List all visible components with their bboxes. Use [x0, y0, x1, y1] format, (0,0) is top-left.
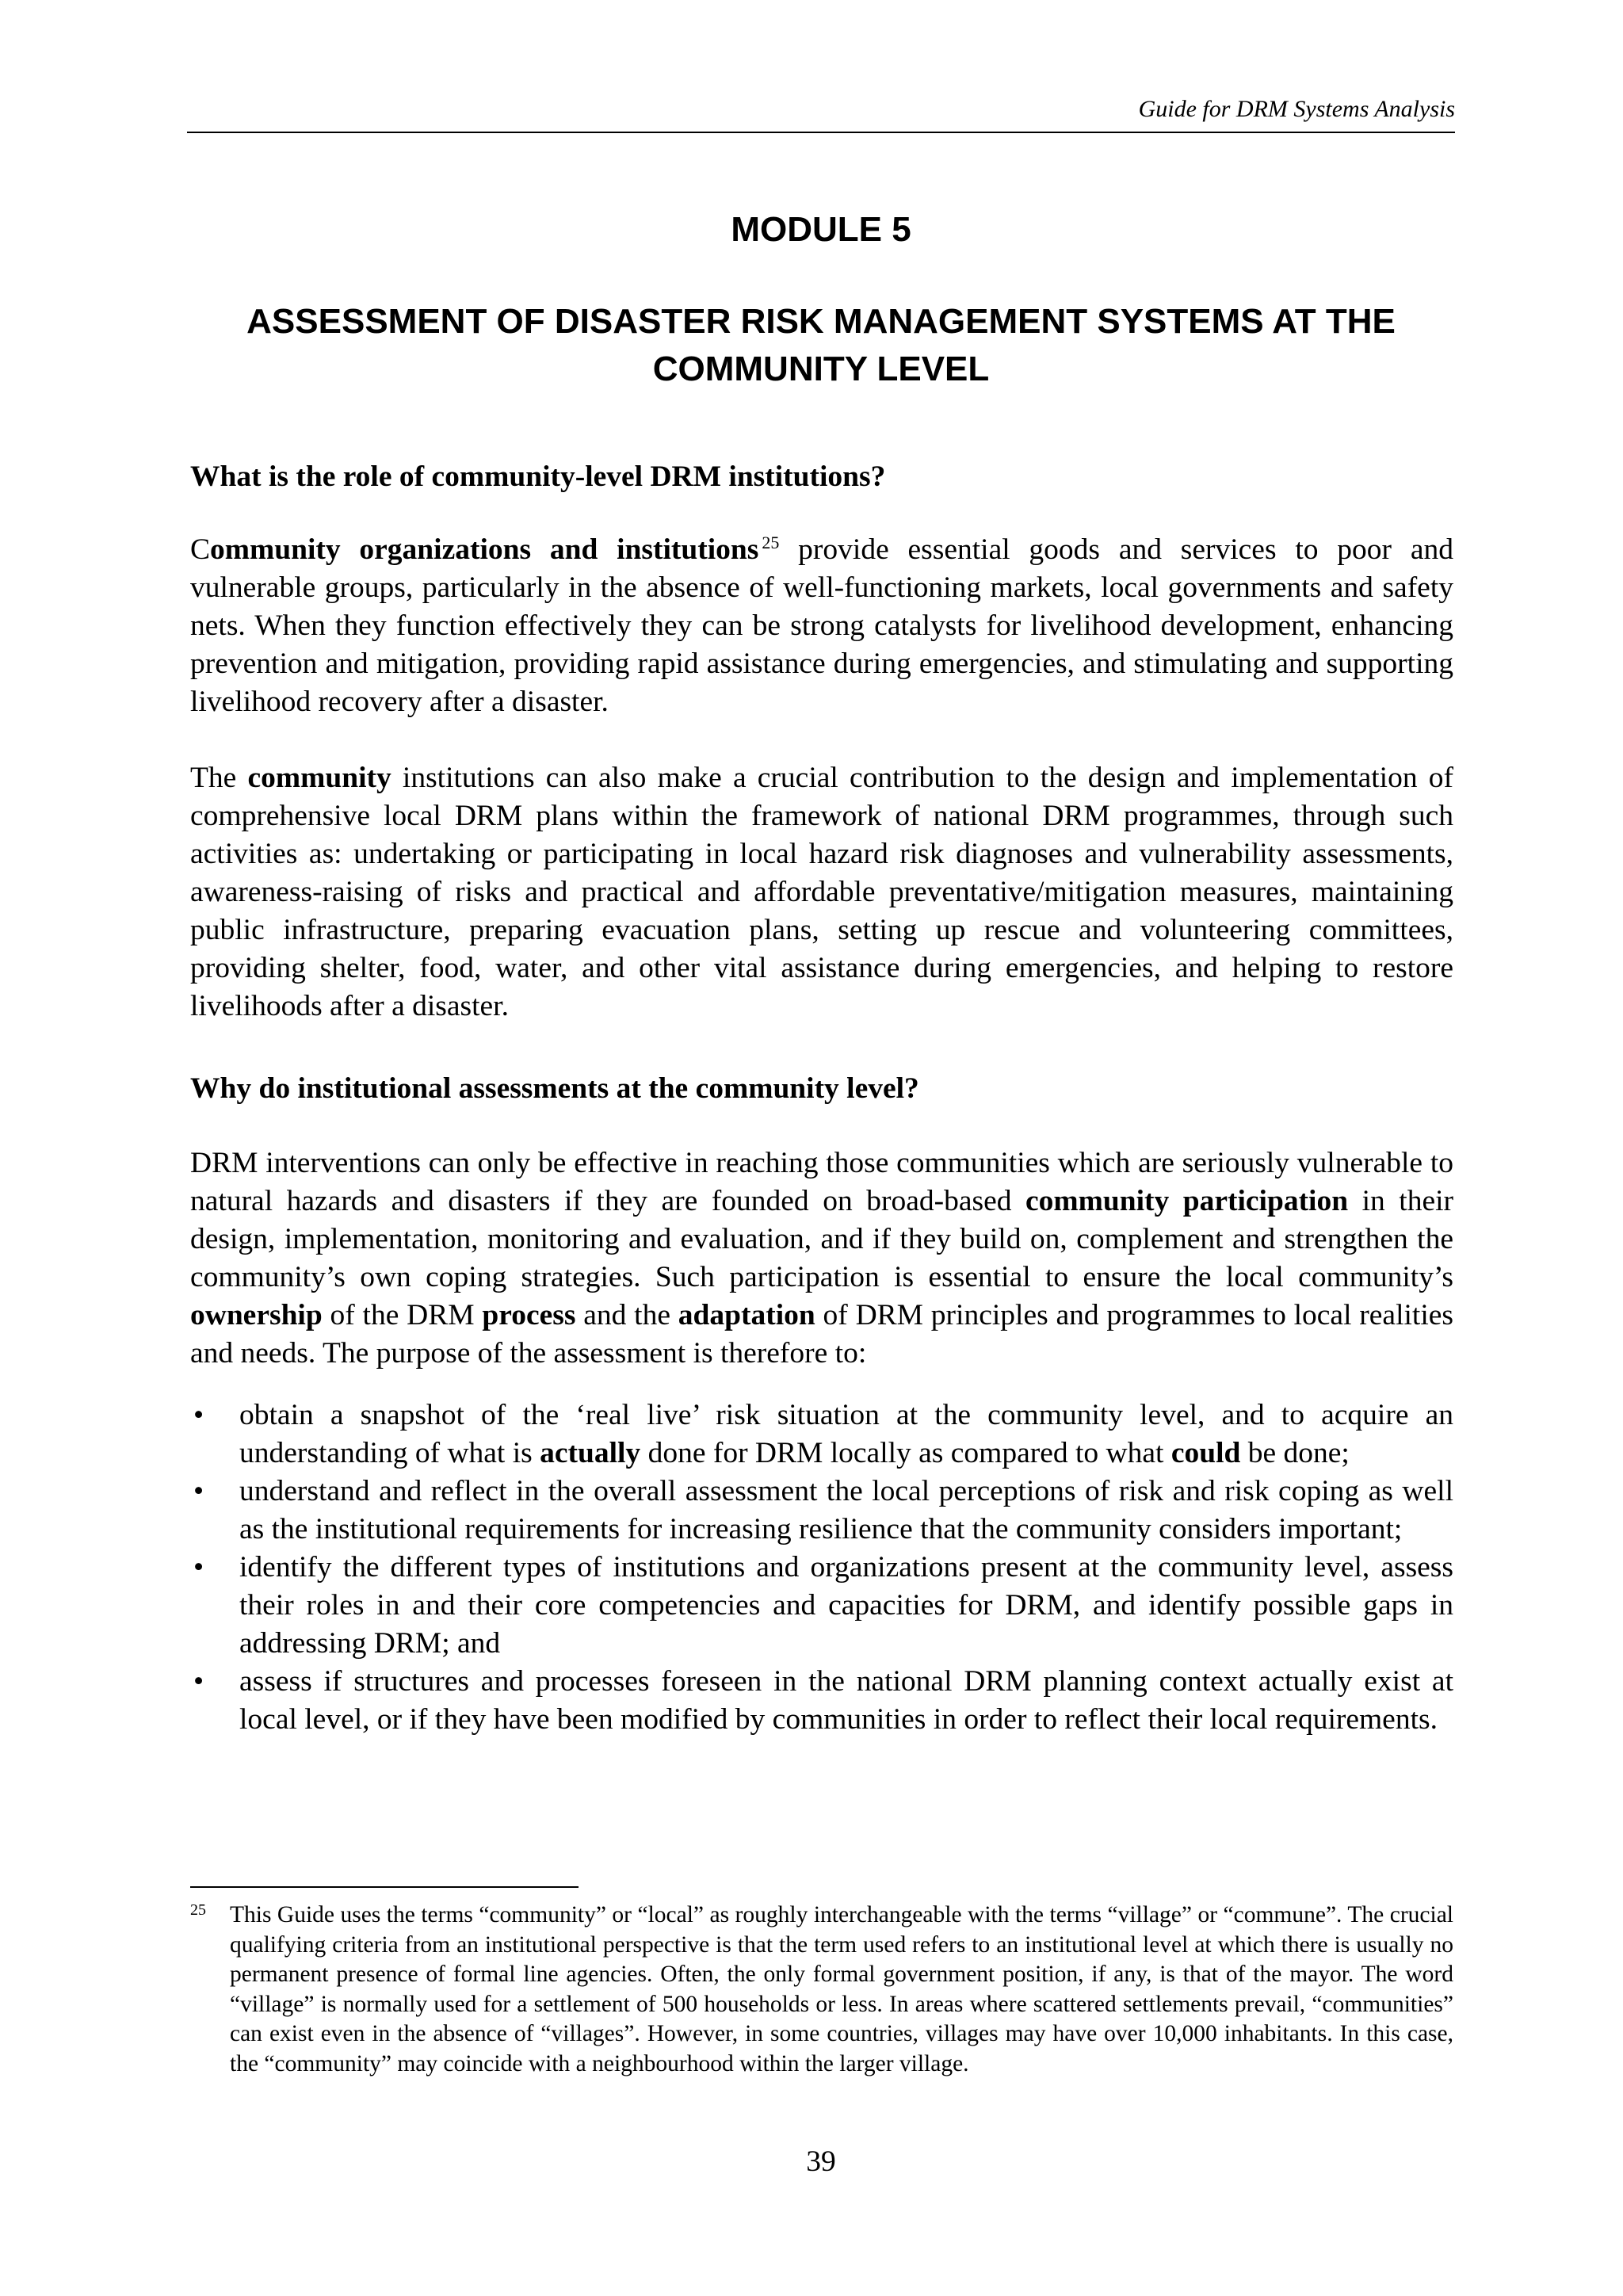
footnote-text: This Guide uses the terms “community” or “local” as roughly interchangeable with the terms “village” or “commune”. The crucial qualifying criteria from an institutional perspective is that the term used refers to an institutional level at which there is usually no permanent presence of formal line agencies. Often, the only formal government position, if any, is that of the mayor. The word “village” is normally used for a settlement of 500 households or less. In areas where scattered settlements prevail, “communities” can exist even in the absence of “villages”. However, in some countries, villages may have over 10,000 inhabitants. In this case, the “community” may coincide with a neighbourhood within the larger village. — [230, 1902, 1453, 2076]
bullet-icon: • — [193, 1665, 204, 1698]
emphasis-process: process — [482, 1299, 576, 1331]
list-item — [190, 1549, 1453, 1663]
text-run: of the DRM — [322, 1299, 483, 1331]
list-item-text: assess if structures and processes foreseen in the national DRM planning context actually exist at local level, or if they have been modified by communities in order to reflect their local requirements. — [239, 1665, 1453, 1736]
list-item — [190, 1663, 1453, 1739]
emphasis-ownership: ownership — [190, 1299, 323, 1331]
section-heading-why: Why do institutional assessments at the community level? — [190, 1072, 919, 1105]
footnote-25 — [190, 1901, 1453, 2079]
paragraph-why-1 — [190, 1144, 1453, 1373]
footnote-number: 25 — [190, 1901, 206, 1919]
main-title: ASSESSMENT OF DISASTER RISK MANAGEMENT SYSTEMS AT THE COMMUNITY LEVEL — [246, 302, 1396, 388]
emphasis-actually: actually — [540, 1437, 641, 1469]
text-run: DRM interventions can only be effective in reaching those communities which are seriously vulnerable to natural hazards and disasters if they are founded on broad-based — [190, 1147, 1453, 1217]
paragraph-role-1 — [190, 531, 1453, 721]
text-run: provide essential goods and services to poor and vulnerable groups, particularly in the absence of well-functioning markets, local governments and safety nets. When they function effectively they can be strong catalysts for livelihood development, enhancing prevention and mitigation, providing rapid assistance during emergencies, and stimulating and supporting livelihood recovery after a disaster. — [190, 533, 1453, 718]
emphasis-adaptation: adaptation — [678, 1299, 815, 1331]
paragraph-role-2 — [190, 759, 1453, 1026]
section-heading-role: What is the role of community-level DRM institutions? — [190, 460, 886, 493]
emphasis-community-participation: community participation — [1025, 1185, 1349, 1217]
emphasis-community-organizations: ommunity organizations and institutions — [210, 533, 759, 566]
bullet-icon: • — [193, 1475, 204, 1507]
emphasis-could: could — [1170, 1437, 1241, 1469]
text-run: The — [190, 762, 248, 794]
text-run: be done; — [1240, 1437, 1350, 1469]
footnote-reference[interactable]: 25 — [762, 532, 780, 552]
footnote-separator — [190, 1886, 579, 1888]
text-run: C — [190, 533, 211, 566]
list-item — [190, 1396, 1453, 1473]
list-item — [190, 1473, 1453, 1549]
running-header: Guide for DRM Systems Analysis — [1138, 96, 1455, 122]
text-run: of DRM principles and programmes to local realities and needs. The purpose of the assessment is therefore to: — [190, 1299, 1453, 1370]
module-title: MODULE 5 — [731, 210, 911, 249]
text-run: done for DRM locally as compared to what — [640, 1437, 1171, 1469]
text-run: institutions can also make a crucial contribution to the design and implementation of comprehensive local DRM plans within the framework of national DRM programmes, through such activities as: undertaking or participating in local hazard risk diagnoses and vulnerability assessments, awareness-raising of risks and practical and affordable preventative/mitigation measures, maintaining public infrastructure, preparing evacuation plans, setting up rescue and volunteering committees, providing shelter, food, water, and other vital assistance during emergencies, and helping to restore livelihoods after a disaster. — [190, 762, 1453, 1022]
purpose-bullet-list — [190, 1396, 1453, 1739]
text-run: obtain a snapshot of the ‘real live’ risk situation at the community level, and to acquire an understanding of what is — [239, 1399, 1453, 1469]
text-run: and the — [575, 1299, 678, 1331]
text-run: in their design, implementation, monitoring and evaluation, and if they build on, complement and strengthen the community’s own coping strategies. Such participation is essential to ensure the local community’s — [190, 1185, 1454, 1293]
header-rule — [187, 132, 1455, 133]
list-item-text: identify the different types of institutions and organizations present at the community level, assess their roles in and their core competencies and capacities for DRM, and identify possible gaps in addressing DRM; and — [239, 1551, 1453, 1660]
emphasis-community: community — [247, 762, 391, 794]
bullet-icon: • — [193, 1551, 204, 1584]
bullet-icon: • — [193, 1399, 204, 1431]
list-item-text: understand and reflect in the overall assessment the local perceptions of risk and risk coping as well as the institutional requirements for increasing resilience that the community considers important; — [239, 1475, 1453, 1545]
page-number: 39 — [806, 2145, 836, 2178]
